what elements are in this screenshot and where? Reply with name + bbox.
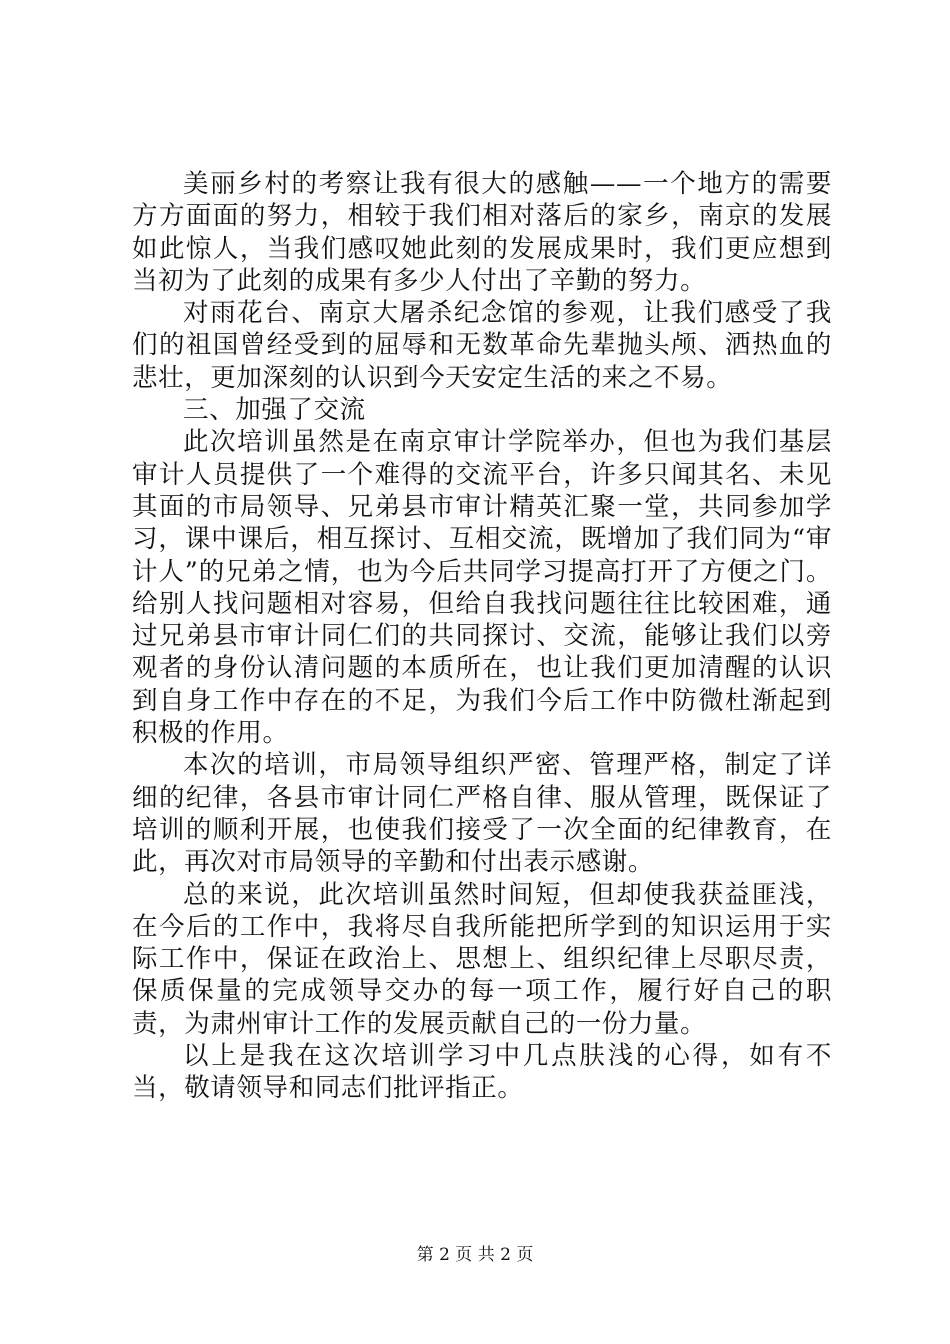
paragraph-exchange: 此次培训虽然是在南京审计学院举办，但也为我们基层审计人员提供了一个难得的交流平台，许多只闻其名、未见其面的市局领导、兄弟县市审计精英汇聚一堂，共同参加学习，课中课后，相互探讨、互相交流，既增加了我们同为“审计人”的兄弟之情，也为今后共同学习提高打开了方便之门。给别人找问题相对容易，但给自我找问题往往比较困难，通过兄弟县市审计同仁们的共同探讨、交流，能够让我们以旁观者的身份认清问题的本质所在，也让我们更加清醒的认识到自身工作中存在的不足，为我们今后工作中防微杜渐起到积极的作用。 (132, 427, 832, 749)
paragraph-discipline: 本次的培训，市局领导组织严密、管理严格，制定了详细的纪律，各县市审计同仁严格自律、服从管理，既保证了培训的顺利开展，也使我们接受了一次全面的纪律教育，在此，再次对市局领导的辛勤和付出表示感谢。 (132, 750, 832, 878)
document-body (132, 168, 832, 1105)
paragraph-closing: 以上是我在这次培训学习中几点肤浅的心得，如有不当，敬请领导和同志们批评指正。 (132, 1041, 832, 1104)
page-number-footer: 第 2 页 共 2 页 (416, 1245, 534, 1265)
paragraph-memorial-visit: 对雨花台、南京大屠杀纪念馆的参观，让我们感受了我们的祖国曾经受到的屈辱和无数革命先辈抛头颅、洒热血的悲壮，更加深刻的认识到今天安定生活的来之不易。 (132, 298, 832, 393)
section-heading-exchange: 三、加强了交流 (183, 395, 366, 426)
paragraph-rural-visit: 美丽乡村的考察让我有很大的感触——一个地方的需要方方面面的努力，相较于我们相对落后的家乡，南京的发展如此惊人，当我们感叹她此刻的发展成果时，我们更应想到当初为了此刻的成果有多少人付出了辛勤的努力。 (132, 169, 832, 296)
paragraph-summary: 总的来说，此次培训虽然时间短，但却使我获益匪浅，在今后的工作中，我将尽自我所能把所学到的知识运用于实际工作中，保证在政治上、思想上、组织纪律上尽职尽责，保质保量的完成领导交办的每一项工作，履行好自己的职责，为肃州审计工作的发展贡献自己的一份力量。 (132, 879, 832, 1039)
